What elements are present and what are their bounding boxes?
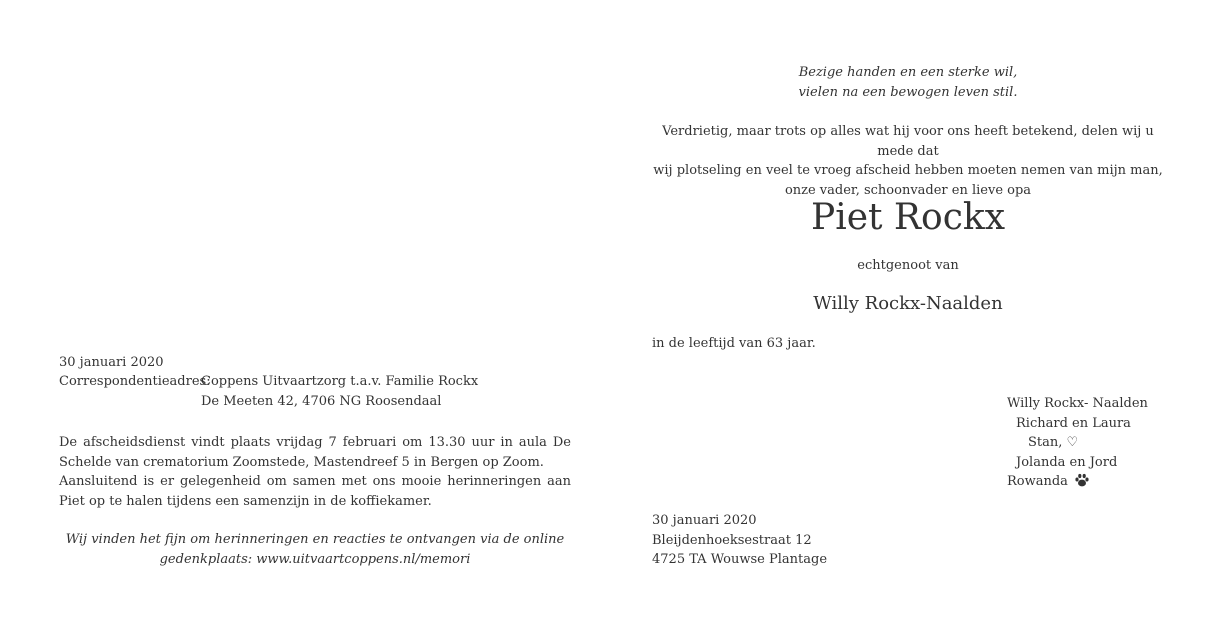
address-date: 30 januari 2020 [652, 513, 757, 528]
family-line-2: Richard en Laura [1016, 415, 1131, 431]
correspondence-label: Correspondentieadres: [59, 374, 211, 389]
correspondence-line-2: De Meeten 42, 4706 NG Roosendaal [201, 394, 442, 409]
service-details [59, 433, 571, 511]
correspondence-line-1: Coppens Uitvaartzorg t.a.v. Familie Rockx [201, 374, 479, 389]
spouse-label: echtgenoot van [857, 258, 959, 273]
family-address [652, 511, 827, 570]
age-statement: in de leeftijd van 63 jaar. [652, 336, 816, 351]
announcement-intro [652, 122, 1164, 200]
address-city: 4725 TA Wouwse Plantage [652, 552, 828, 567]
memori-line-1: Wij vinden het fijn om herinneringen en reacties te ontvangen via de online [65, 532, 565, 547]
family-line-5 [1007, 472, 1148, 492]
service-paragraph-2: Aansluitend is er gelegenheid om samen met ons mooie herinneringen aan Piet op te halen tijdens een samenzijn in de koffiekamer. [59, 474, 571, 509]
paw-icon [1074, 473, 1090, 487]
memori-line-2: gedenkplaats: www.uitvaartcoppens.nl/memori [159, 551, 471, 567]
poem-line-2: vielen na een bewogen leven stil. [798, 84, 1018, 100]
family-line-1: Willy Rockx- Naalden [1007, 396, 1148, 411]
poem-line-1: Bezige handen en een sterke wil, [798, 65, 1018, 80]
memori-note [59, 530, 571, 569]
intro-line-3: onze vader, schoonvader en lieve opa [784, 182, 1032, 198]
spouse-name: Willy Rockx-Naalden [813, 293, 1003, 314]
family-line-3: Stan, ♡ [1028, 435, 1079, 450]
address-street: Bleijdenhoeksestraat 12 [652, 532, 812, 548]
family-line-4: Jolanda en Jord [1016, 454, 1118, 470]
poem [652, 63, 1164, 102]
service-paragraph-1: De afscheidsdienst vindt plaats vrijdag 7 februari om 13.30 uur in aula De Schelde van crematorium Zoomstede, Mastendreef 5 in Bergen op Zoom. [59, 435, 571, 470]
family-line-5-text: Rowanda [1007, 474, 1068, 489]
intro-line-1: Verdrietig, maar trots op alles wat hij voor ons heeft betekend, delen wij u mede dat [662, 124, 1154, 159]
family-list [1007, 394, 1148, 492]
intro-line-2: wij plotseling en veel te vroeg afscheid hebben moeten nemen van mijn man, [653, 163, 1163, 178]
left-date: 30 januari 2020 [59, 355, 164, 370]
deceased-name: Piet Rockx [810, 197, 1005, 238]
